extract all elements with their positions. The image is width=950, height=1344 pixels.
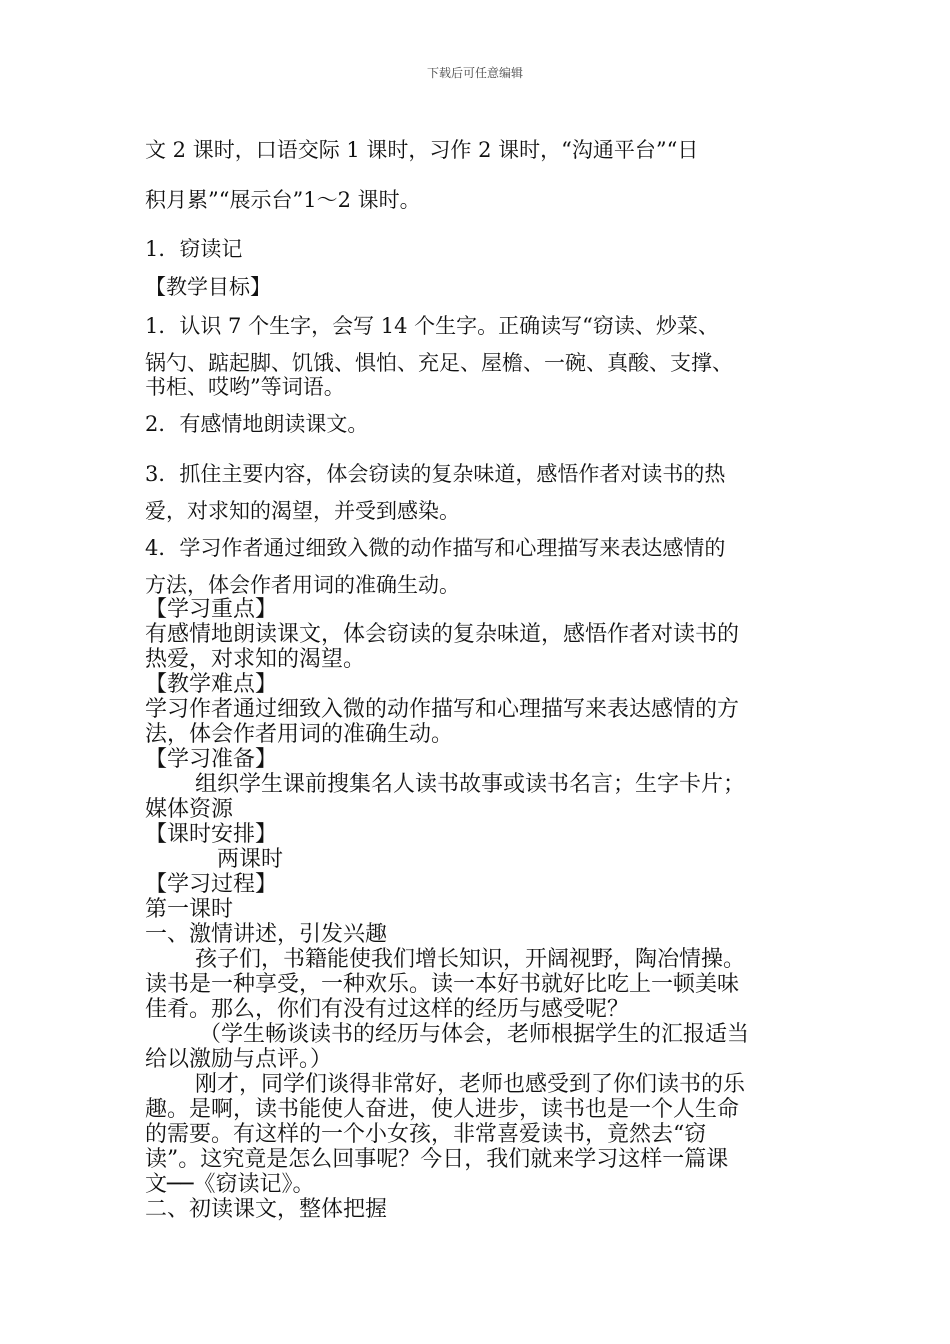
text-line: 学习作者通过细致入微的动作描写和心理描写来表达感情的方 (145, 697, 740, 722)
section-heading: 【课时安排】 (145, 822, 278, 847)
text-line: 方法，体会作者用词的准确生动。 (145, 573, 460, 597)
text-line: 佳肴。那么，你们有没有过这样的经历与感受呢？ (145, 997, 630, 1022)
text-line: 文──《窃读记》。 (145, 1172, 315, 1197)
text-line: 文 2 课时，口语交际 1 课时，习作 2 课时，“沟通平台”“日 (145, 138, 699, 162)
text-line: 书柜、哎哟”等词语。 (145, 375, 345, 399)
section-heading: 【学习重点】 (145, 597, 278, 622)
lesson-title: 1．窃读记 (145, 237, 243, 261)
text-line: 趣。是啊，读书能使人奋进，使人进步，读书也是一个人生命 (145, 1097, 740, 1122)
text-line: 孩子们，书籍能使我们增长知识，开阔视野，陶冶情操。 (195, 947, 746, 972)
text-line: 法，体会作者用词的准确生动。 (145, 722, 454, 747)
text-line: 给以激励与点评。） (145, 1047, 333, 1072)
text-line: 4．学习作者通过细致入微的动作描写和心理描写来表达感情的 (145, 536, 726, 560)
text-line: 热爱，对求知的渴望。 (145, 647, 366, 672)
text-line: 读书是一种享受，一种欢乐。读一本好书就好比吃上一顿美味 (145, 972, 740, 997)
text-line: 积月累”“展示台”1～2 课时。 (145, 188, 421, 212)
text-line: 3．抓住主要内容，体会窃读的复杂味道，感悟作者对读书的热 (145, 462, 726, 486)
page-header: 下载后可任意编辑 (426, 66, 523, 80)
text-line: 2．有感情地朗读课文。 (145, 412, 369, 436)
text-line: 一、激情讲述，引发兴趣 (145, 922, 388, 947)
text-line: 两课时 (217, 847, 284, 872)
text-line: 的需要。有这样的一个小女孩，非常喜爱读书，竟然去“窃 (145, 1122, 707, 1147)
text-line: 二、初读课文，整体把握 (145, 1197, 388, 1222)
text-line: （学生畅谈读书的经历与体会，老师根据学生的汇报适当 (199, 1022, 750, 1047)
text-line: 爱，对求知的渴望，并受到感染。 (145, 499, 460, 523)
text-line: 第一课时 (145, 897, 234, 922)
section-heading: 【学习准备】 (145, 747, 278, 772)
text-line: 有感情地朗读课文，体会窃读的复杂味道，感悟作者对读书的 (145, 622, 740, 647)
section-heading: 【教学目标】 (145, 275, 271, 299)
text-line: 锅勺、踮起脚、饥饿、惧怕、充足、屋檐、一碗、真酸、支撑、 (145, 351, 733, 375)
section-heading: 【学习过程】 (145, 872, 278, 897)
section-heading: 【教学难点】 (145, 672, 278, 697)
text-line: 1．认识 7 个生字，会写 14 个生字。正确读写“窃读、炒菜、 (145, 314, 719, 338)
text-line: 媒体资源 (145, 797, 234, 822)
text-line: 刚才，同学们谈得非常好，老师也感受到了你们读书的乐 (195, 1072, 746, 1097)
text-line: 读”。这究竟是怎么回事呢？今日，我们就来学习这样一篇课 (145, 1147, 729, 1172)
text-line: 组织学生课前搜集名人读书故事或读书名言；生字卡片； (195, 772, 746, 797)
